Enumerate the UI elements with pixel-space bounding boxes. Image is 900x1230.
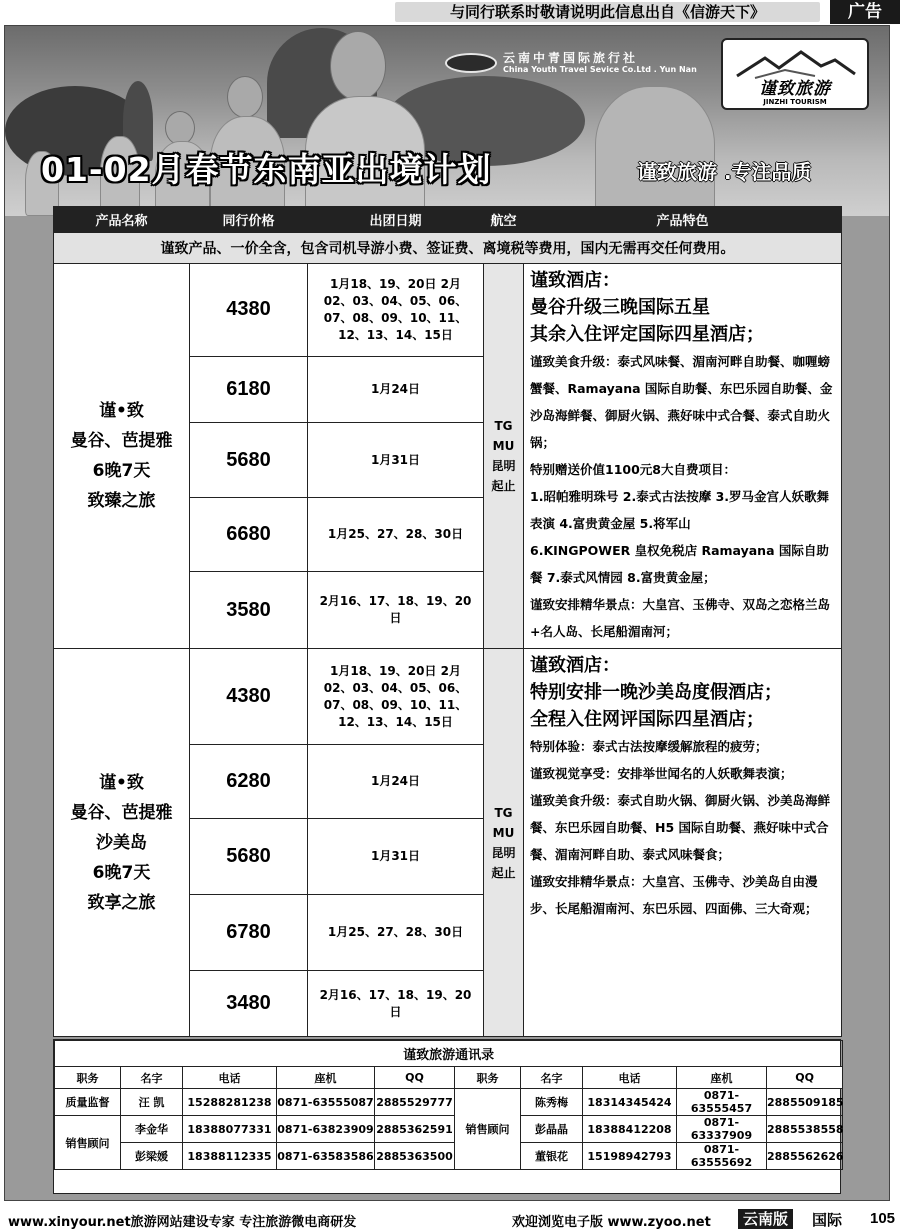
contact-col-header: QQ bbox=[375, 1067, 455, 1089]
contact-phone: 18388412208 bbox=[583, 1116, 677, 1143]
edition-badge: 云南版 bbox=[738, 1209, 793, 1229]
contact-qq: 2885509185 bbox=[767, 1089, 843, 1116]
contact-title: 谨致旅游通讯录 bbox=[55, 1041, 843, 1067]
footer-left-link[interactable]: www.xinyour.net旅游网站建设专家 专注旅游微电商研发 bbox=[8, 1215, 357, 1230]
product-features: 谨致酒店： 特别安排一晚沙美岛度假酒店； 全程入住网评国际四星酒店； 特别体验：泰式古法按摩缓解旅程的疲劳； 谨致视觉享受：安排举世闻名的人妖歌舞表演； 谨致美食升级：泰式自助火锅、御厨火锅、沙美岛海鲜餐、东巴乐园自助餐、H5 国际自助餐、燕好味中式合餐、湄南河畔自助、泰式风味餐食； 谨致安排精华景点：大皇宫、玉佛寺、沙美岛自由漫步、长尾船湄南河、东巴乐园、四面佛、三大奇观； bbox=[524, 649, 842, 1037]
contact-landline: 0871-63555087 bbox=[277, 1089, 375, 1116]
price: 6780 bbox=[190, 895, 308, 971]
contact-col-header: 名字 bbox=[121, 1067, 183, 1089]
contact-name: 彭晶晶 bbox=[521, 1116, 583, 1143]
departure-dates: 1月31日 bbox=[308, 423, 484, 498]
contact-col-header: QQ bbox=[767, 1067, 843, 1089]
inclusion-note: 谨致产品、一价全含，包含司机导游小费、签证费、离境税等费用，国内无需再交任何费用。 bbox=[54, 233, 842, 264]
contact-table bbox=[54, 1040, 843, 1170]
product-table bbox=[53, 206, 842, 1037]
price: 3580 bbox=[190, 572, 308, 649]
departure-dates: 1月18、19、20日 2月02、03、04、05、06、07、08、09、10、11、12、13、14、15日 bbox=[308, 264, 484, 357]
agency-emblem-icon bbox=[445, 53, 497, 73]
col-header: 产品特色 bbox=[524, 207, 842, 233]
section-label: 国际 bbox=[812, 1211, 843, 1229]
contact-landline: 0871-63555457 bbox=[677, 1089, 767, 1116]
contact-phone: 15198942793 bbox=[583, 1143, 677, 1170]
contact-qq: 2885363500 bbox=[375, 1143, 455, 1170]
contact-landline: 0871-63583586 bbox=[277, 1143, 375, 1170]
contact-name: 董银花 bbox=[521, 1143, 583, 1170]
departure-dates: 1月25、27、28、30日 bbox=[308, 497, 484, 572]
contact-role: 质量监督 bbox=[55, 1089, 121, 1116]
brand-name-cn: 谨致旅游 bbox=[759, 79, 831, 99]
contact-row bbox=[55, 1143, 843, 1170]
departure-dates: 1月18、19、20日 2月02、03、04、05、06、07、08、09、10、11、12、13、14、15日 bbox=[308, 649, 484, 745]
contact-row bbox=[55, 1116, 843, 1143]
price: 5680 bbox=[190, 423, 308, 498]
contact-col-header: 职务 bbox=[455, 1067, 521, 1089]
slogan: 谨致旅游 .专注品质 bbox=[637, 160, 812, 184]
col-header: 产品名称 bbox=[54, 207, 190, 233]
contact-landline: 0871-63555692 bbox=[677, 1143, 767, 1170]
col-header: 同行价格 bbox=[190, 207, 308, 233]
departure-dates: 1月24日 bbox=[308, 745, 484, 819]
contact-col-header: 电话 bbox=[183, 1067, 277, 1089]
price: 3480 bbox=[190, 971, 308, 1037]
contact-col-header: 电话 bbox=[583, 1067, 677, 1089]
airline: TG MU 昆明 起止 bbox=[484, 264, 524, 649]
agency-name-cn: 云南中青国际旅行社 bbox=[503, 51, 639, 65]
inclusion-note-row bbox=[54, 233, 842, 264]
contact-name: 陈秀梅 bbox=[521, 1089, 583, 1116]
contact-phone: 18388077331 bbox=[183, 1116, 277, 1143]
contact-directory bbox=[53, 1039, 844, 1194]
product-name: 谨•致 曼谷、芭提雅 沙美岛 6晚7天 致享之旅 bbox=[54, 649, 190, 1037]
contact-phone: 15288281238 bbox=[183, 1089, 277, 1116]
price: 5680 bbox=[190, 819, 308, 895]
price: 6680 bbox=[190, 497, 308, 572]
brand-name-en: JINZHI TOURISM bbox=[763, 98, 827, 106]
contact-col-header: 职务 bbox=[55, 1067, 121, 1089]
hero-photo bbox=[5, 26, 890, 216]
price: 4380 bbox=[190, 264, 308, 357]
price: 6280 bbox=[190, 745, 308, 819]
price: 4380 bbox=[190, 649, 308, 745]
col-header: 出团日期 bbox=[308, 207, 484, 233]
advertisement-page bbox=[4, 25, 890, 1201]
departure-dates: 2月16、17、18、19、20日 bbox=[308, 971, 484, 1037]
departure-dates: 1月25、27、28、30日 bbox=[308, 895, 484, 971]
contact-name: 彭梁媛 bbox=[121, 1143, 183, 1170]
table-row bbox=[54, 649, 842, 745]
contact-phone: 18388112335 bbox=[183, 1143, 277, 1170]
contact-qq: 2885529777 bbox=[375, 1089, 455, 1116]
product-name: 谨•致 曼谷、芭提雅 6晚7天 致臻之旅 bbox=[54, 264, 190, 649]
brand-logo bbox=[721, 38, 869, 110]
departure-dates: 1月24日 bbox=[308, 356, 484, 423]
page-footer bbox=[0, 1208, 900, 1230]
departure-dates: 1月31日 bbox=[308, 819, 484, 895]
top-strip bbox=[0, 0, 900, 24]
page-number: 105 bbox=[870, 1210, 896, 1227]
col-header: 航空 bbox=[484, 207, 524, 233]
contact-landline: 0871-63337909 bbox=[677, 1116, 767, 1143]
page-title: 01-02月春节东南亚出境计划 bbox=[41, 150, 492, 189]
footer-right-link[interactable]: 欢迎浏览电子版 www.zyoo.net bbox=[512, 1215, 711, 1230]
contact-role: 销售顾问 bbox=[55, 1116, 121, 1170]
ad-tag: 广告 bbox=[830, 0, 900, 24]
agency-name-en: China Youth Travel Sevice Co.Ltd . Yun Nan bbox=[503, 65, 697, 74]
table-header-row bbox=[54, 207, 842, 233]
price: 6180 bbox=[190, 356, 308, 423]
agency-logo bbox=[445, 48, 697, 78]
contact-name: 李金华 bbox=[121, 1116, 183, 1143]
contact-col-header: 座机 bbox=[677, 1067, 767, 1089]
contact-col-header: 名字 bbox=[521, 1067, 583, 1089]
product-features: 谨致酒店： 曼谷升级三晚国际五星 其余入住评定国际四星酒店； 谨致美食升级：泰式风味餐、湄南河畔自助餐、咖喱螃蟹餐、Ramayana 国际自助餐、东巴乐园自助餐、金沙岛海鲜餐、御厨火锅、燕好味中式合餐、泰式自助火锅； 特别赠送价值1100元8大自费项目： 1.昭帕雅明珠号 2.泰式古法按摩 3.罗马金宫人妖歌舞表演 4.富贵黄金屋 5.将军山 6.KINGPOWER 皇权免税店 Ramayana 国际自助餐 7.泰式风情园 8.富贵黄金屋； 谨致安排精华景点：大皇宫、玉佛寺、双岛之恋格兰岛+名人岛、长尾船湄南河； bbox=[524, 264, 842, 649]
contact-role: 销售顾问 bbox=[455, 1089, 521, 1170]
source-notice: 与同行联系时敬请说明此信息出自《信游天下》 bbox=[395, 2, 820, 22]
contact-row bbox=[55, 1089, 843, 1116]
contact-qq: 2885538558 bbox=[767, 1116, 843, 1143]
table-row bbox=[54, 264, 842, 357]
contact-name: 汪 凯 bbox=[121, 1089, 183, 1116]
contact-phone: 18314345424 bbox=[583, 1089, 677, 1116]
airline: TG MU 昆明 起止 bbox=[484, 649, 524, 1037]
contact-qq: 2885362591 bbox=[375, 1116, 455, 1143]
contact-landline: 0871-63823909 bbox=[277, 1116, 375, 1143]
departure-dates: 2月16、17、18、19、20日 bbox=[308, 572, 484, 649]
contact-header-row bbox=[55, 1067, 843, 1089]
contact-qq: 2885562626 bbox=[767, 1143, 843, 1170]
contact-col-header: 座机 bbox=[277, 1067, 375, 1089]
